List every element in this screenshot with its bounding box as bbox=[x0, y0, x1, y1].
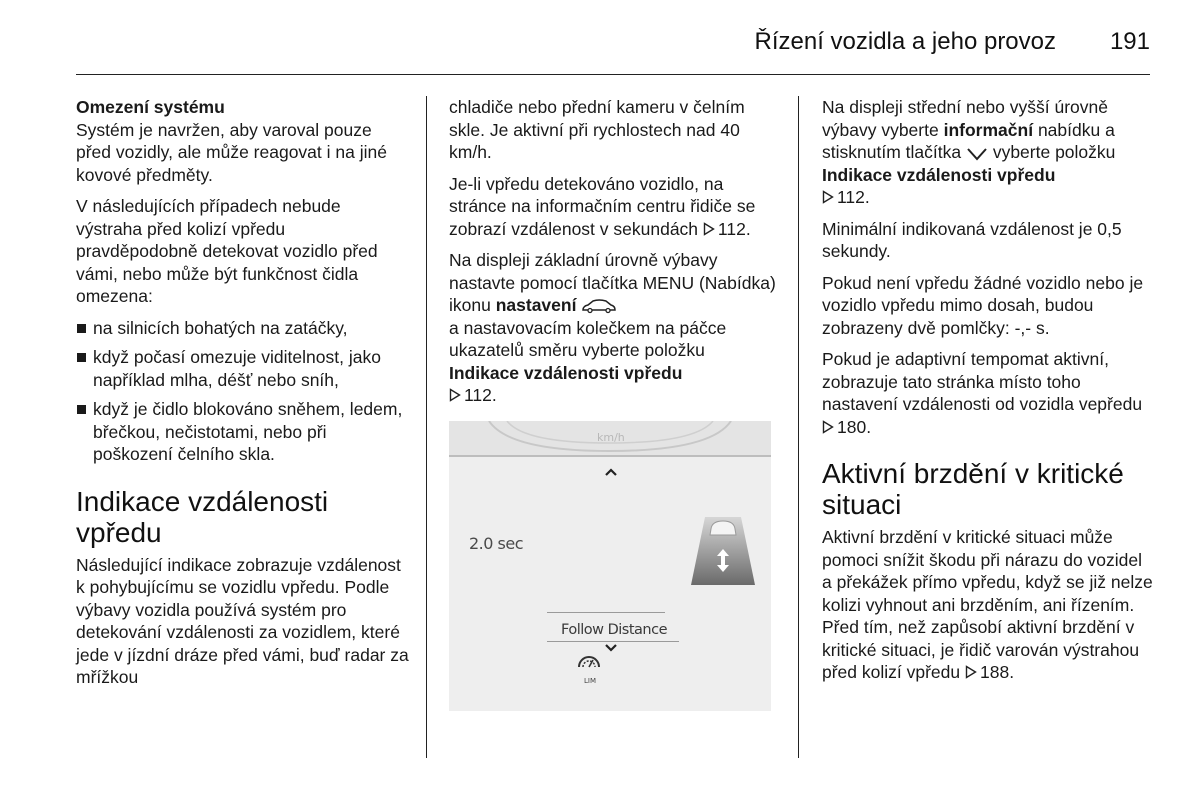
limiter-label: LIM bbox=[584, 676, 597, 685]
section-heading: Indikace vzdálenosti vpředu bbox=[76, 485, 329, 548]
page-reference: 180. bbox=[837, 416, 872, 437]
column-1 bbox=[76, 96, 410, 698]
page-reference: 112. bbox=[717, 218, 751, 239]
paragraph: Na displeji střední nebo vyšší úrovně výbavy vyberte informační nabídku a stisknutím tlačítka vyberte položku Indikace vzdálenosti vpředu 112. bbox=[822, 97, 1116, 207]
paragraph: Systém je navržen, aby varoval pouze před vozidly, ale může reagovat i na jiné kovové předměty. bbox=[76, 119, 387, 185]
paragraph: Minimální indikovaná vzdálenost je 0,5 sekundy. bbox=[822, 218, 1122, 261]
chevron-down-icon bbox=[604, 643, 618, 653]
paragraph: Aktivní brzdění v kritické situaci může pomoci snížit škodu při nárazu do vozidel a překážek přímo vpředu, když se již nelze kolizi vyhnout ani brzděním, ani řízením. Před tím, než zapůsobí aktivní brzdění v kritické situaci, je řidič varován výstrahou před kolizí vpředu 188. bbox=[822, 527, 1153, 682]
page-reference-icon bbox=[822, 190, 834, 204]
page-reference-icon bbox=[449, 388, 461, 402]
list-item: když je čidlo blokováno sněhem, ledem, břečkou, nečistotami, nebo při poškození čelního skla. bbox=[76, 398, 410, 466]
distance-seconds-value: 2.0 sec bbox=[469, 533, 524, 553]
bullet-list bbox=[76, 317, 410, 466]
vehicle-ahead-distance-icon bbox=[689, 513, 757, 585]
paragraph: Pokud je adaptivní tempomat aktivní, zobrazuje tato stránka místo toho nastavení vzdálenosti od vozidla vepředu 180. bbox=[822, 349, 1143, 437]
follow-distance-display-figure bbox=[449, 421, 771, 711]
page-reference: 112. bbox=[837, 187, 870, 207]
page-header bbox=[76, 22, 1150, 75]
page-reference: 188. bbox=[980, 662, 1015, 682]
speed-limiter-icon bbox=[575, 651, 603, 671]
car-settings-icon bbox=[581, 298, 617, 314]
speed-unit-label: km/h bbox=[597, 430, 625, 444]
follow-distance-label: Follow Distance bbox=[561, 621, 667, 638]
column-3 bbox=[822, 96, 1154, 693]
header-title: Řízení vozidla a jeho provoz bbox=[754, 28, 1056, 55]
column-divider bbox=[426, 96, 427, 758]
paragraph: Následující indikace zobrazuje vzdálenost k pohybujícímu se vozidlu vpředu. Podle výbavy vozidla používá systém pro detekování vzdálenosti za vozidlem, které jede v jízdní dráze před vámi, buď radar za mřížkou bbox=[76, 554, 409, 687]
bullet-icon bbox=[77, 405, 86, 414]
page-number: 191 bbox=[1109, 28, 1150, 55]
paragraph: chladiče nebo přední kameru v čelním skle. Je aktivní při rychlostech nad 40 km/h. bbox=[449, 97, 745, 162]
paragraph: V následujících případech nebude výstraha před kolizí vpředu pravděpodobně detekovat vozidlo před vámi, nebo může být funkčnost čidla omezena: bbox=[76, 196, 378, 306]
bullet-icon bbox=[77, 324, 86, 333]
page-reference-icon bbox=[965, 665, 977, 679]
divider-line bbox=[547, 612, 665, 614]
subheading-system-limits: Omezení systému bbox=[76, 97, 225, 117]
bullet-icon bbox=[77, 353, 86, 362]
column-divider bbox=[798, 96, 799, 758]
page-reference-icon bbox=[703, 222, 715, 236]
list-item: na silnicích bohatých na zatáčky, bbox=[76, 317, 410, 340]
chevron-up-icon bbox=[604, 467, 618, 477]
chevron-down-icon bbox=[966, 147, 988, 161]
list-item: když počasí omezuje viditelnost, jako například mlha, déšť nebo sníh, bbox=[76, 346, 410, 391]
paragraph: Je-li vpředu detekováno vozidlo, na stránce na informačním centru řidiče se zobrazí vzdálenost v sekundách 112. bbox=[449, 173, 756, 239]
section-heading: Aktivní brzdění v kritické situaci bbox=[822, 458, 1124, 520]
paragraph: Pokud není vpředu žádné vozidlo nebo je vozidlo vpředu mimo dosah, budou zobrazeny dvě pomlčky: -,- s. bbox=[822, 272, 1144, 338]
paragraph: Na displeji základní úrovně výbavy nastavte pomocí tlačítka MENU (Nabídka) ikonu nastavení a nastavovacím kolečkem na páčce ukazatelů směru vyberte položku Indikace vzdálenosti vpředu 112. bbox=[449, 250, 776, 405]
column-2 bbox=[449, 96, 779, 711]
page-reference: 112. bbox=[464, 385, 497, 405]
page-reference-icon bbox=[822, 420, 834, 434]
